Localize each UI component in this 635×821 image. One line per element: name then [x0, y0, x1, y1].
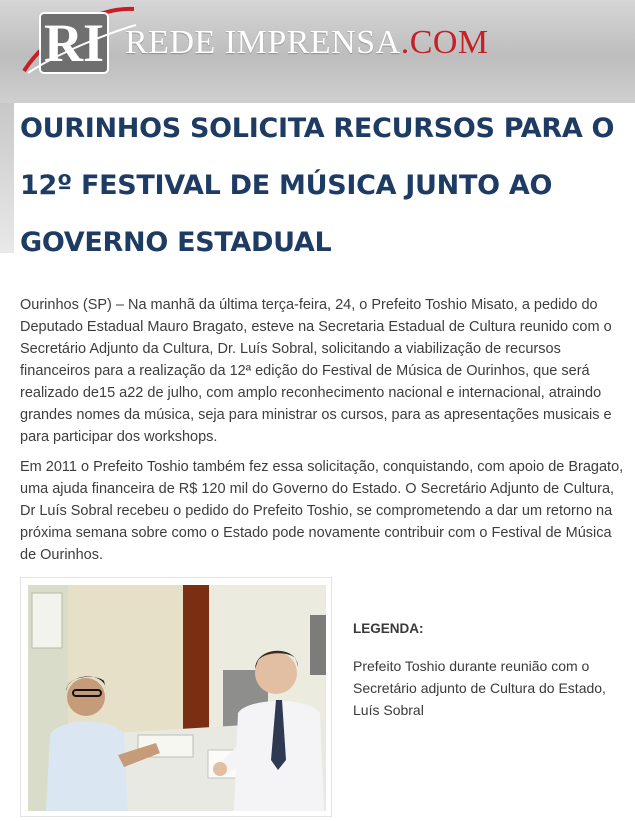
logo-mark[interactable] [18, 3, 138, 78]
site-name-main: REDE IMPRENSA [125, 24, 401, 61]
photo-frame [20, 577, 332, 817]
caption-text: Prefeito Toshio durante reunião com o Secretário adjunto de Cultura do Estado, Luís Sobral [353, 658, 606, 718]
article-paragraph: Ourinhos (SP) – Na manhã da última terça-feira, 24, o Prefeito Toshio Misato, a pedido do Deputado Estadual Mauro Bragato, esteve na Secretaria Estadual de Cultura reunido com o Secretário Adjunto da Cultura, Dr. Luís Sobral, solicitando a viabilização de recursos financeiros para a realização da 12ª edição do Festival de Música de Ourinhos, que será realizado de15 a22 de julho, com amplo reconhecimento nacional e internacional, atraindo grandes nomes da música, seja para ministrar os cursos, para as apresentações musicais e para participar dos workshops. [20, 297, 612, 445]
logo-initials: RI [43, 13, 105, 73]
header-side-strip [0, 103, 14, 253]
caption-title: LEGENDA: [353, 621, 424, 636]
article-title: OURINHOS SOLICITA RECURSOS PARA O 12º FESTIVAL DE MÚSICA JUNTO AO GOVERNO ESTADUAL [20, 113, 615, 258]
article-paragraph: Em 2011 o Prefeito Toshio também fez essa solicitação, conquistando, com apoio de Bragato, uma ajuda financeira de R$ 120 mil do Governo do Estado. O Secretário Adjunto de Cultura, Dr Luís Sobral recebeu o pedido do Prefeito Toshio, se comprometendo a dar um retorno na próxima semana sobre como o Estado pode novamente contribuir com o Festival de Música de Ourinhos. [20, 459, 624, 563]
meeting-photo-illustration [28, 585, 326, 811]
site-name-tld: .COM [400, 24, 489, 61]
meeting-photo[interactable] [28, 585, 326, 811]
site-header [0, 0, 635, 103]
site-name[interactable] [125, 24, 489, 62]
